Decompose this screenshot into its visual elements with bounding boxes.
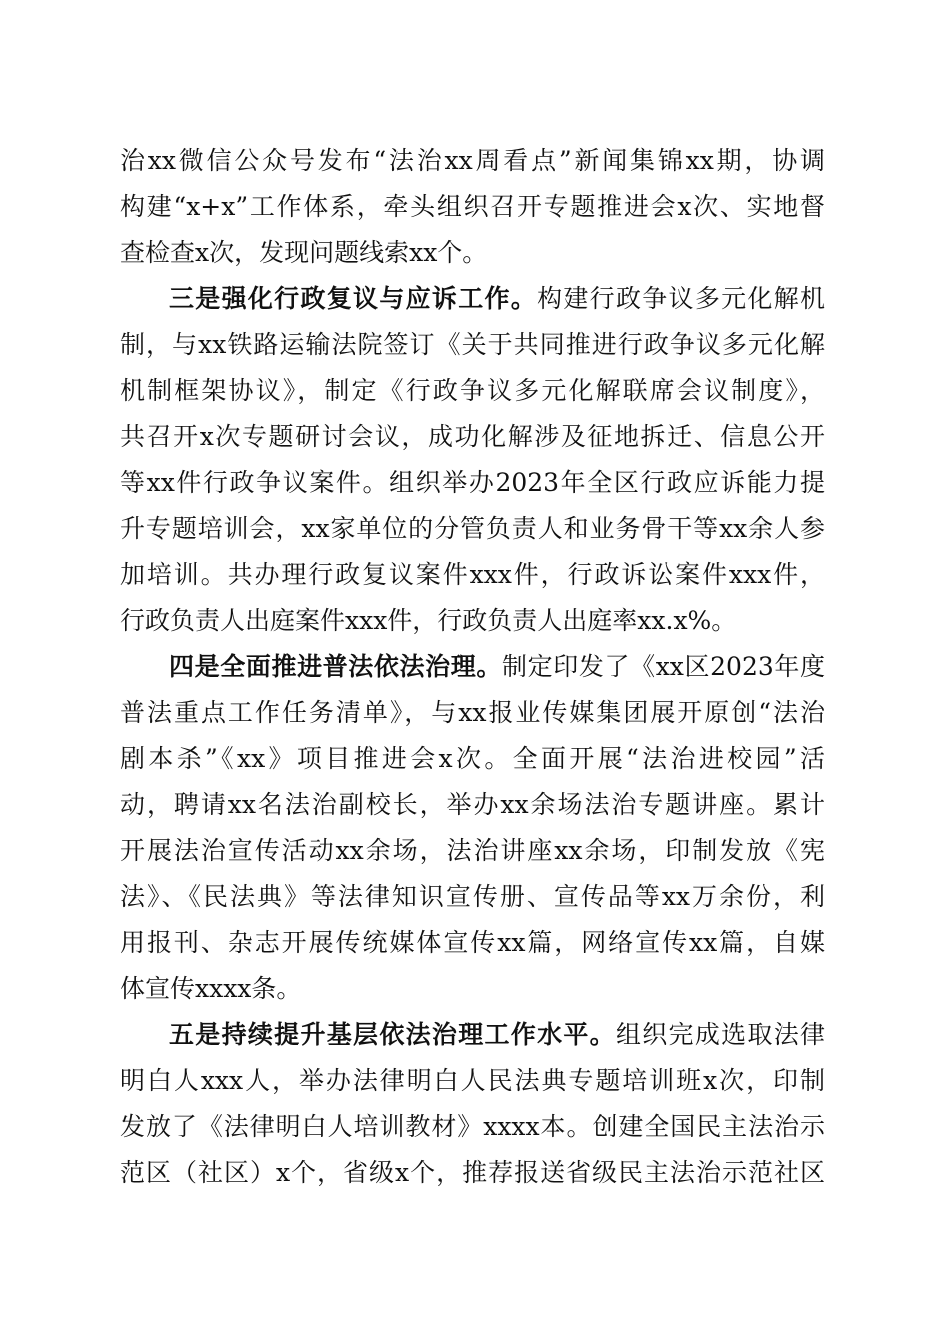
text-line: 普法重点工作任务清单》，与xx报业传媒集团展开原创“法治 bbox=[120, 698, 825, 727]
paragraph-heading-line: 四是全面推进普法依法治理。制定印发了《xx区2023年度 bbox=[169, 652, 825, 681]
text-line: 体宣传xxxx条。 bbox=[120, 974, 302, 1003]
text-line: 明白人xxx人，举办法律明白人民法典专题培训班x次，印制 bbox=[120, 1066, 825, 1095]
text-line: 动，聘请xx名法治副校长，举办xx余场法治专题讲座。累计 bbox=[120, 790, 825, 819]
text-line: 剧本杀”《xx》项目推进会x次。全面开展“法治进校园”活 bbox=[120, 744, 825, 773]
text-line: 开展法治宣传活动xx余场，法治讲座xx余场，印制发放《宪 bbox=[120, 836, 825, 865]
text-line: 升专题培训会，xx家单位的分管负责人和业务骨干等xx余人参 bbox=[120, 514, 825, 543]
text-line: 加培训。共办理行政复议案件xxx件，行政诉讼案件xxx件， bbox=[120, 560, 825, 589]
text-line: 查检查x次，发现问题线索xx个。 bbox=[120, 238, 488, 267]
text-line: 发放了《法律明白人培训教材》xxxx本。创建全国民主法治示 bbox=[120, 1112, 825, 1141]
section-heading: 三是强化行政复议与应诉工作。 bbox=[169, 284, 538, 313]
text-line: 共召开x次专题研讨会议，成功化解涉及征地拆迁、信息公开 bbox=[120, 422, 825, 451]
text-line: 机制框架协议》，制定《行政争议多元化解联席会议制度》， bbox=[120, 376, 825, 405]
paragraph-heading-line: 五是持续提升基层依法治理工作水平。组织完成选取法律 bbox=[169, 1020, 825, 1049]
paragraph-heading-line: 三是强化行政复议与应诉工作。构建行政争议多元化解机 bbox=[169, 284, 825, 313]
text-line: 用报刊、杂志开展传统媒体宣传xx篇，网络宣传xx篇，自媒 bbox=[120, 928, 825, 957]
section-heading: 四是全面推进普法依法治理。 bbox=[169, 652, 503, 681]
text-line: 等xx件行政争议案件。组织举办2023年全区行政应诉能力提 bbox=[120, 468, 825, 497]
text-line: 法》、《民法典》等法律知识宣传册、宣传品等xx万余份，利 bbox=[120, 882, 825, 911]
text-line: 行政负责人出庭案件xxx件，行政负责人出庭率xx.x%。 bbox=[120, 606, 737, 635]
text-line: 治xx微信公众号发布“法治xx周看点”新闻集锦xx期，协调 bbox=[120, 146, 825, 175]
text-line: 范区（社区）x个，省级x个，推荐报送省级民主法治示范社区 bbox=[120, 1158, 825, 1187]
section-heading: 五是持续提升基层依法治理工作水平。 bbox=[169, 1020, 616, 1049]
text-line: 构建“x+x”工作体系，牵头组织召开专题推进会x次、实地督 bbox=[120, 192, 825, 221]
text-line: 制，与xx铁路运输法院签订《关于共同推进行政争议多元化解 bbox=[120, 330, 825, 359]
